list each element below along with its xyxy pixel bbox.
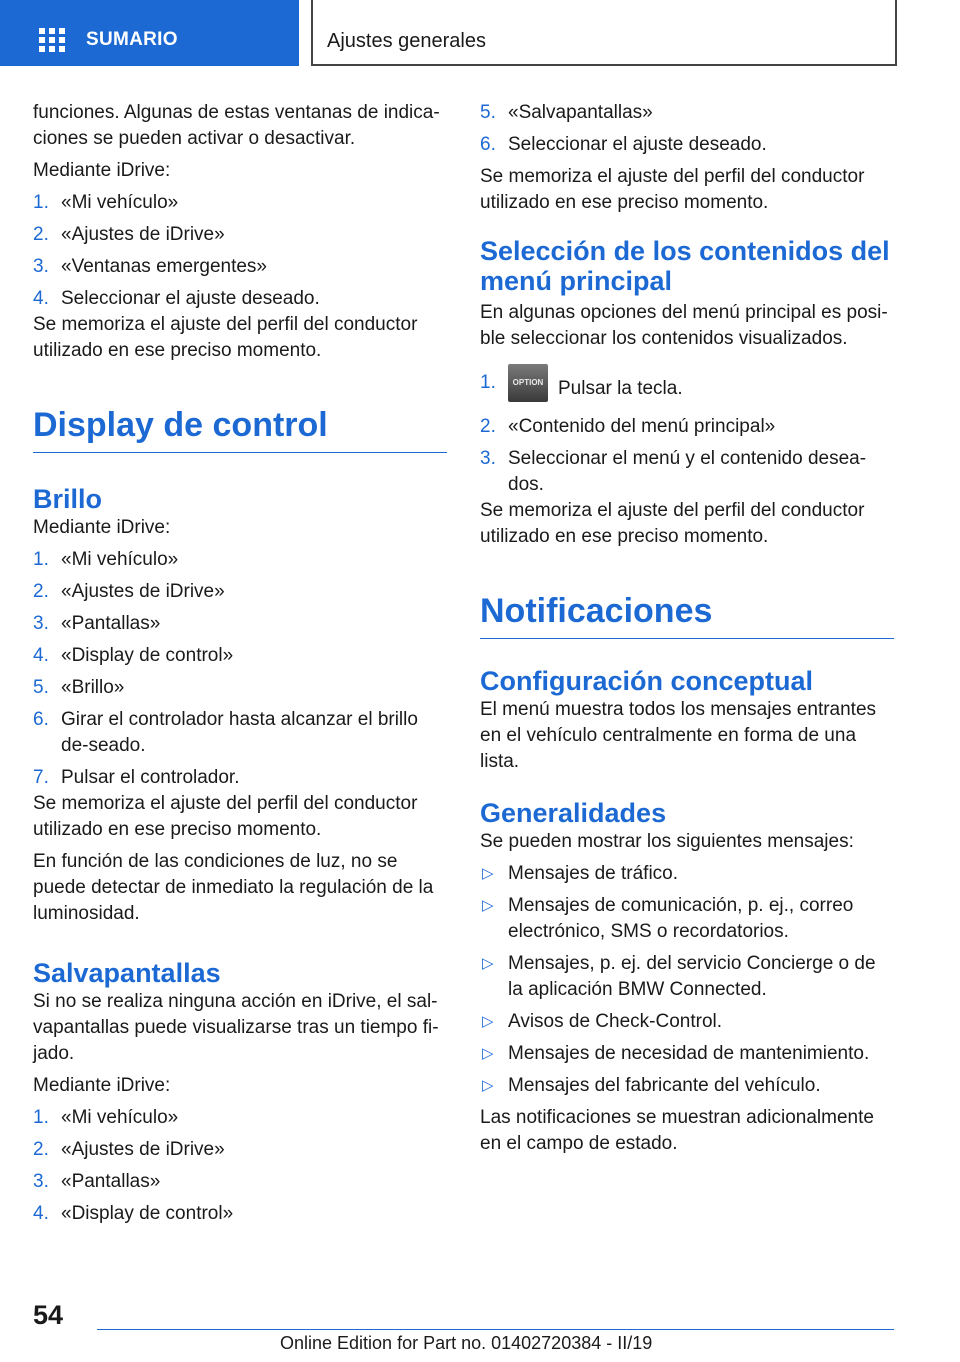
steps-list <box>480 370 894 498</box>
triangle-bullet-icon: ▷ <box>482 1077 494 1094</box>
list-item <box>33 222 447 248</box>
step-text: «Mi vehículo» <box>61 549 179 570</box>
left-column <box>33 100 447 1227</box>
list-item <box>480 132 894 158</box>
step-text: «Display de control» <box>61 1203 234 1224</box>
list-item <box>480 370 894 408</box>
list-item <box>33 675 447 701</box>
sumario-label: SUMARIO <box>86 29 178 50</box>
step-text: «Pantallas» <box>61 1171 161 1192</box>
footer-divider <box>97 1329 894 1330</box>
step-text: «Ventanas emergentes» <box>61 256 267 277</box>
step-number: 5. <box>33 677 49 698</box>
grid-icon <box>39 28 67 52</box>
intro-paragraph: funciones. Algunas de estas ventanas de indica-ciones se pueden activar o desactivar. <box>33 102 440 149</box>
list-item <box>33 707 447 759</box>
step-number: 7. <box>33 767 49 788</box>
step-text: Seleccionar el menú y el contenido desea-dos. <box>508 448 867 495</box>
salva-intro: Si no se realiza ninguna acción en iDrive, el sal-vapantallas puede visualizarse tras un tiempo fi-jado. <box>33 991 439 1064</box>
list-item <box>33 1137 447 1163</box>
step-number: 2. <box>33 581 49 602</box>
triangle-bullet-icon: ▷ <box>482 1045 494 1062</box>
triangle-bullet-icon: ▷ <box>482 865 494 882</box>
step-number: 4. <box>33 288 49 309</box>
list-item <box>480 100 894 126</box>
step-text: Seleccionar el ajuste deseado. <box>508 134 767 155</box>
step-number: 4. <box>33 1203 49 1224</box>
general-intro: Se pueden mostrar los siguientes mensajes: <box>480 831 854 852</box>
list-item <box>480 861 894 887</box>
memo-paragraph: Se memoriza el ajuste del perfil del conductor utilizado en ese preciso momento. <box>480 500 865 547</box>
page-header <box>0 0 960 66</box>
closing-paragraph: Las notificaciones se muestran adicionalmente en el campo de estado. <box>480 1107 874 1154</box>
seleccion-intro: En algunas opciones del menú principal es posi-ble seleccionar los contenidos visualizados. <box>480 302 888 349</box>
luz-note: En función de las condiciones de luz, no se puede detectar de inmediato la regulación de la luminosidad. <box>33 851 434 924</box>
option-button-icon: OPTION <box>508 364 548 402</box>
list-item <box>33 643 447 669</box>
step-number: 2. <box>33 1139 49 1160</box>
heading-generalidades: Generalidades <box>480 798 667 828</box>
step-number: 2. <box>33 224 49 245</box>
step-text: «Ajustes de iDrive» <box>61 224 225 245</box>
bullet-text: Avisos de Check-Control. <box>508 1011 723 1032</box>
config-text: El menú muestra todos los mensajes entrantes en el vehículo centralmente en forma de una lista. <box>480 699 877 772</box>
bullet-list <box>480 861 894 1099</box>
section-tab <box>311 0 897 66</box>
step-text: «Mi vehículo» <box>61 1107 179 1128</box>
step-text: Seleccionar el ajuste deseado. <box>61 288 320 309</box>
via-idrive-label: Mediante iDrive: <box>33 160 171 181</box>
triangle-bullet-icon: ▷ <box>482 1013 494 1030</box>
step-number: 3. <box>480 448 496 469</box>
step-text: Pulsar el controlador. <box>61 767 240 788</box>
step-text: «Ajustes de iDrive» <box>61 1139 225 1160</box>
list-item <box>33 190 447 216</box>
step-number: 6. <box>33 709 49 730</box>
list-item <box>33 254 447 280</box>
step-text: «Display de control» <box>61 645 234 666</box>
list-item <box>33 579 447 605</box>
step-text: Pulsar la tecla. <box>558 378 683 400</box>
step-number: 3. <box>33 256 49 277</box>
list-item <box>480 893 894 945</box>
step-text: «Contenido del menú principal» <box>508 416 776 437</box>
section-title: Ajustes generales <box>327 30 486 52</box>
step-number: 1. <box>33 549 49 570</box>
list-item <box>480 1009 894 1035</box>
bullet-text: Mensajes de tráfico. <box>508 863 679 884</box>
list-item <box>33 1105 447 1131</box>
triangle-bullet-icon: ▷ <box>482 955 494 972</box>
via-idrive-label: Mediante iDrive: <box>33 1075 171 1096</box>
memo-paragraph: Se memoriza el ajuste del perfil del conductor utilizado en ese preciso momento. <box>33 314 418 361</box>
bullet-text: Mensajes, p. ej. del servicio Concierge o de la aplicación BMW Connected. <box>508 953 876 1000</box>
step-number: 6. <box>480 134 496 155</box>
bullet-text: Mensajes de comunicación, p. ej., correo electrónico, SMS o recordatorios. <box>508 895 854 942</box>
steps-list <box>33 1105 447 1227</box>
list-item <box>480 1041 894 1067</box>
list-item <box>33 611 447 637</box>
heading-configuracion: Configuración conceptual <box>480 666 814 696</box>
step-text: «Salvapantallas» <box>508 102 653 123</box>
step-text: «Ajustes de iDrive» <box>61 581 225 602</box>
list-item <box>33 1169 447 1195</box>
list-item <box>480 446 894 498</box>
list-item <box>33 765 447 791</box>
triangle-bullet-icon: ▷ <box>482 897 494 914</box>
right-column <box>480 100 894 1157</box>
via-idrive-label: Mediante iDrive: <box>33 517 171 538</box>
list-item <box>33 547 447 573</box>
step-text: «Mi vehículo» <box>61 192 179 213</box>
bullet-text: Mensajes del fabricante del vehículo. <box>508 1075 821 1096</box>
page-number: 54 <box>33 1300 64 1330</box>
step-text: «Brillo» <box>61 677 125 698</box>
sumario-button[interactable] <box>0 0 299 66</box>
step-number: 1. <box>33 192 49 213</box>
memo-paragraph: Se memoriza el ajuste del perfil del conductor utilizado en ese preciso momento. <box>480 166 865 213</box>
list-item <box>480 1073 894 1099</box>
edition-text: Online Edition for Part no. 01402720384 - II/19 <box>280 1333 653 1353</box>
list-item <box>480 951 894 1003</box>
bullet-text: Mensajes de necesidad de mantenimiento. <box>508 1043 870 1064</box>
heading-seleccion: Selección de los contenidos del menú principal <box>480 236 890 296</box>
step-number: 1. <box>33 1107 49 1128</box>
step-number: 4. <box>33 645 49 666</box>
list-item <box>33 1201 447 1227</box>
memo-paragraph: Se memoriza el ajuste del perfil del conductor utilizado en ese preciso momento. <box>33 793 418 840</box>
step-number: 3. <box>33 1171 49 1192</box>
list-item <box>33 286 447 312</box>
steps-list <box>480 100 894 158</box>
step-text: Girar el controlador hasta alcanzar el brillo de-seado. <box>61 709 418 756</box>
heading-display-control: Display de control <box>33 404 447 453</box>
list-item <box>480 414 894 440</box>
heading-salvapantallas: Salvapantallas <box>33 958 221 988</box>
step-number: 3. <box>33 613 49 634</box>
step-number: 2. <box>480 416 496 437</box>
step-text: «Pantallas» <box>61 613 161 634</box>
heading-notificaciones: Notificaciones <box>480 590 894 639</box>
steps-list <box>33 190 447 312</box>
steps-list <box>33 547 447 791</box>
step-number: 5. <box>480 102 496 123</box>
heading-brillo: Brillo <box>33 484 103 514</box>
step-number: 1. <box>480 372 496 393</box>
